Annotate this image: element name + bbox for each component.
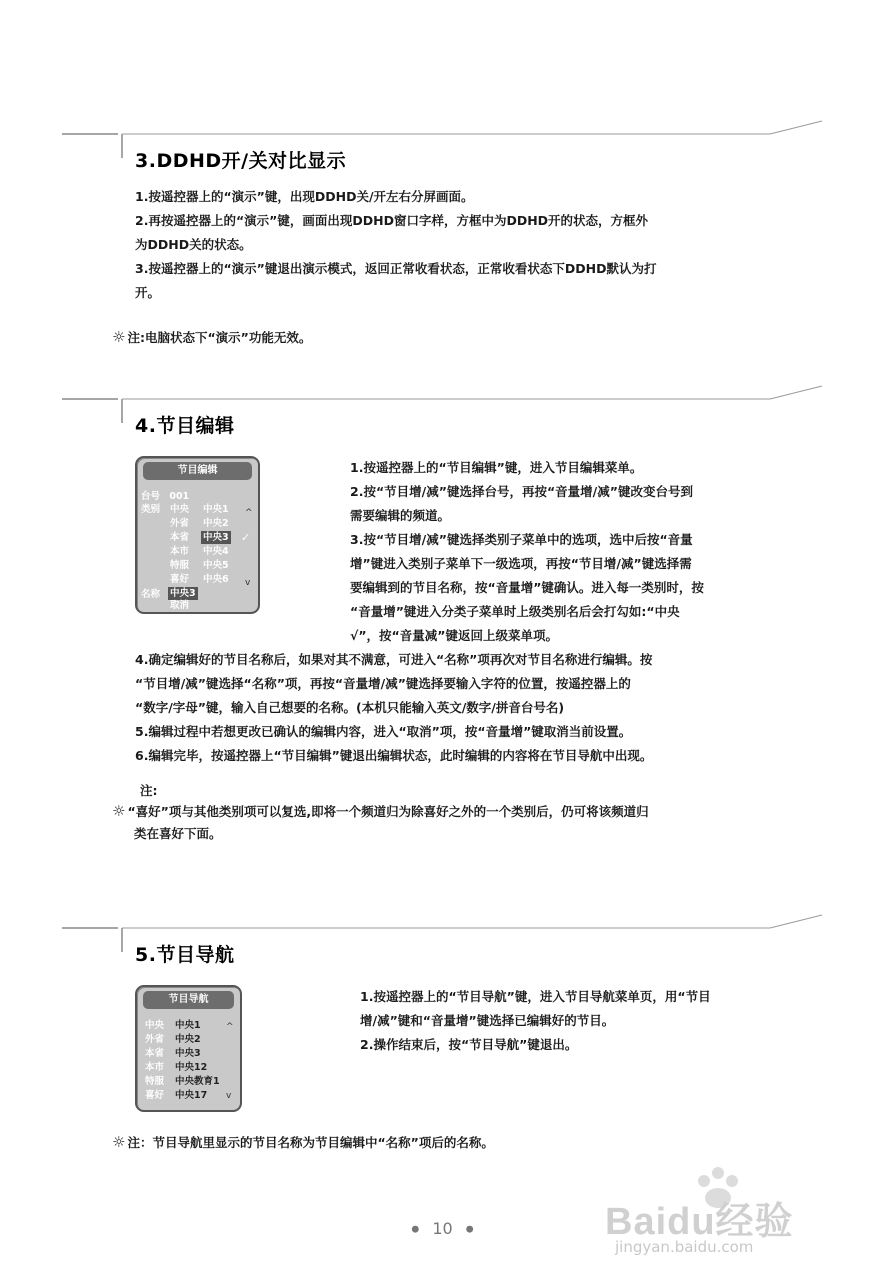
section-5-note-text: 注：节目导航里显示的节目名称为节目编辑中“名称”项后的名称。 [127, 1135, 494, 1150]
section-4-right-line: 要编辑到的节目名称，按“音量增”键确认。进入每一类别时，按 [350, 580, 704, 595]
section-5-divider [0, 912, 885, 952]
channel-item: 中央5 [203, 560, 229, 571]
guide-category: 本省 [145, 1048, 165, 1059]
category-item: 中央 [170, 504, 190, 515]
watermark-url: jingyan.baidu.com [615, 1238, 754, 1256]
section-4-divider [0, 383, 885, 423]
section-3-line-2: 2.再按遥控器上的“演示”键，画面出现DDHD窗口字样，方框中为DDHD开的状态，方框外 [135, 213, 649, 228]
channel-label: 台号 [141, 491, 161, 502]
dot-icon: ● [411, 1224, 420, 1235]
menu-title: 节目编辑 [143, 462, 252, 480]
category-item: 特服 [170, 560, 190, 571]
section-4-full-line: 5.编辑过程中若想更改已确认的编辑内容，进入“取消”项，按“音量增”键取消当前设置。 [135, 724, 632, 739]
guide-channel: 中央3 [175, 1048, 201, 1059]
section-5-heading: 5.节目导航 [135, 944, 235, 966]
guide-channel: 中央12 [175, 1062, 208, 1073]
section-4-full-body [135, 648, 825, 768]
guide-channel: 中央教育1 [175, 1076, 220, 1087]
program-edit-menu [135, 456, 260, 614]
channel-row [141, 490, 189, 503]
channel-item: 中央1 [203, 504, 229, 515]
channel-item: 中央6 [203, 574, 229, 585]
section-5-note [112, 1131, 494, 1154]
section-4-right-body [350, 456, 815, 648]
section-4-right-line: 3.按“节目增/减”键选择类别子菜单中的选项，选中后按“音量 [350, 532, 693, 547]
watermark-brand: Baidu经验 [605, 1201, 794, 1243]
category-item: 喜好 [170, 574, 190, 585]
scroll-up-icon: ^ [245, 508, 253, 518]
sun-icon: ☼ [112, 1133, 126, 1151]
section-5-right-line: 2.操作结束后，按“节目导航”键退出。 [360, 1037, 578, 1052]
section-4-note [112, 800, 822, 845]
section-4-right-line: 1.按遥控器上的“节目编辑”键，进入节目编辑菜单。 [350, 460, 643, 475]
section-3-divider [0, 118, 885, 158]
section-4-right-line: 增”键进入类别子菜单下一级选项，再按“节目增/减”键选择需 [350, 556, 692, 571]
section-3-body [135, 185, 825, 305]
section-5-right-line: 增/减”键和“音量增”键选择已编辑好的节目。 [360, 1013, 615, 1028]
section-3-line-4: 3.按遥控器上的“演示”键退出演示模式，返回正常收看状态，正常收看状态下DDHD默认为打 [135, 261, 657, 276]
section-4-note-line-1: “喜好”项与其他类别项可以复选,即将一个频道归为除喜好之外的一个类别后，仍可将该频道归 [127, 804, 649, 819]
name-label: 名称 [141, 589, 161, 600]
section-4-heading: 4.节目编辑 [135, 415, 235, 437]
guide-category: 特服 [145, 1076, 165, 1087]
dot-icon: ● [465, 1224, 474, 1235]
section-4-full-line: 6.编辑完毕，按遥控器上“节目编辑”键退出编辑状态，此时编辑的内容将在节目导航中出现。 [135, 748, 653, 763]
section-4-full-line: 4.确定编辑好的节目名称后，如果对其不满意，可进入“名称”项再次对节目名称进行编辑。按 [135, 652, 653, 667]
section-4-full-line: “数字/字母”键，输入自己想要的名称。(本机只能输入英文/数字/拼音台号名) [135, 700, 565, 715]
section-4-right-line: √”，按“音量减”键返回上级菜单项。 [350, 628, 558, 643]
channel-item: 中央4 [203, 546, 229, 557]
channel-item-selected: 中央3 [203, 532, 229, 543]
section-3-line-5: 开。 [135, 285, 161, 300]
section-3-line-1: 1.按遥控器上的“演示”键，出现DDHD关/开左右分屏画面。 [135, 189, 474, 204]
section-4-note-label: 注: [140, 783, 158, 798]
category-item: 外省 [170, 518, 190, 529]
category-item: 本市 [170, 546, 190, 557]
section-4-right-line: 2.按“节目增/减”键选择台号，再按“音量增/减”键改变台号到 [350, 484, 693, 499]
guide-category: 喜好 [145, 1090, 165, 1101]
channel-value: 001 [169, 491, 190, 502]
menu-title: 节目导航 [143, 991, 234, 1009]
channel-item: 中央2 [203, 518, 229, 529]
sun-icon: ☼ [112, 328, 126, 346]
scroll-down-icon: v [226, 1091, 232, 1101]
sun-icon: ☼ [112, 802, 126, 820]
name-value: 中央3 [170, 588, 196, 599]
section-4-note-line-2: 类在喜好下面。 [134, 826, 222, 841]
scroll-up-icon: ^ [226, 1022, 234, 1032]
category-item: 本省 [170, 532, 190, 543]
section-4-right-line: 需要编辑的频道。 [350, 508, 451, 523]
guide-category: 外省 [145, 1034, 165, 1045]
section-4-full-line: “节目增/减”键选择“名称”项，再按“音量增/减”键选择要输入字符的位置，按遥控器上的 [135, 676, 631, 691]
section-3-note [112, 326, 311, 349]
section-5-right-line: 1.按遥控器上的“节目导航”键，进入节目导航菜单页，用“节目 [360, 989, 711, 1004]
guide-channel: 中央17 [175, 1090, 208, 1101]
program-guide-menu [135, 985, 242, 1112]
category-label: 类别 [141, 504, 161, 515]
guide-category: 本市 [145, 1062, 165, 1073]
guide-channel: 中央1 [175, 1020, 201, 1031]
scroll-down-icon: v [245, 578, 251, 588]
page-number-text: 10 [432, 1219, 453, 1238]
guide-category: 中央 [145, 1020, 165, 1031]
guide-channel: 中央2 [175, 1034, 201, 1045]
baidu-watermark [605, 1165, 835, 1260]
section-5-right-body [360, 985, 820, 1057]
section-3-note-text: 注:电脑状态下“演示”功能无效。 [127, 330, 312, 345]
section-3-heading: 3.DDHD开/关对比显示 [135, 150, 347, 172]
check-icon: ✓ [241, 531, 251, 544]
section-4-right-line: “音量增”键进入分类子菜单时上级类别名后会打勾如:“中央 [350, 604, 680, 619]
section-3-line-3: 为DDHD关的状态。 [135, 237, 252, 252]
cancel-item: 取消 [170, 600, 190, 611]
